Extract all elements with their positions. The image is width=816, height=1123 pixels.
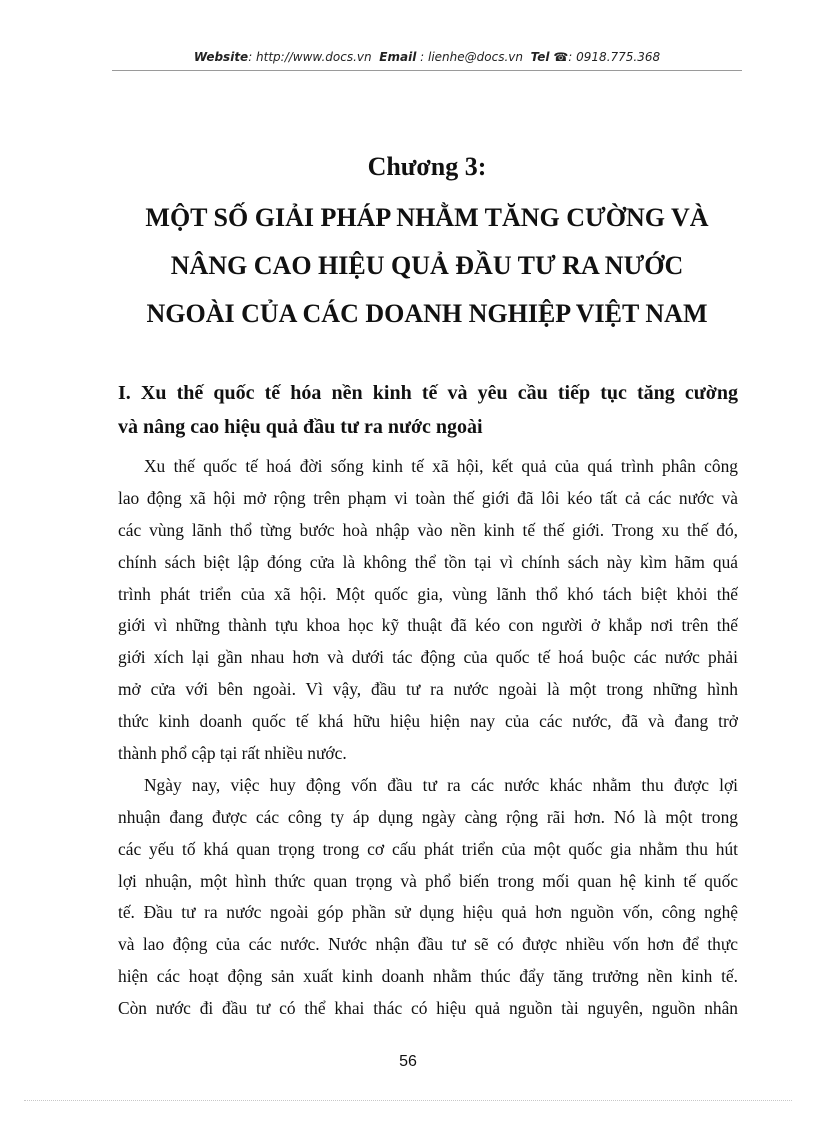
chapter-title <box>112 194 742 338</box>
paragraph-line: thức kinh doanh quốc tế khá hữu hiệu hiện nay của các nước, đã và đang trở <box>118 711 738 732</box>
footer-divider <box>24 1100 792 1101</box>
paragraph-line: thành phổ cập tại rất nhiều nước. <box>118 743 347 764</box>
paragraph-line: các yếu tố khá quan trọng trong cơ cấu phát triển của một quốc gia nhằm thu hút <box>118 838 738 859</box>
page-number: 56 <box>399 1053 417 1070</box>
section-heading-line: I. Xu thế quốc tế hóa nền kinh tế và yêu cầu tiếp tục tăng cường <box>118 382 738 404</box>
website-label: Website <box>193 50 249 64</box>
paragraph-line: lợi nhuận, một hình thức quan trọng và phổ biến trong mối quan hệ kinh tế quốc <box>118 870 738 891</box>
tel-value: : 0918.775.368 <box>568 50 661 64</box>
paragraph-line: chính sách biệt lập đóng cửa là không thể tồn tại vì chính sách này kìm hãm quá <box>118 551 738 572</box>
chapter-heading: Chương 3: <box>367 152 487 181</box>
paragraph-line: Xu thế quốc tế hoá đời sống kinh tế xã hội, kết quả của quá trình phân công <box>144 456 738 476</box>
body-text <box>118 451 738 1025</box>
section-heading <box>118 376 738 444</box>
paragraph-line: giới vì những thành tựu khoa học kỹ thuật đã kéo con người ở khắp nơi trên thế <box>118 615 738 636</box>
paragraph-line: các vùng lãnh thổ từng bước hoà nhập vào nền kinh tế thế giới. Trong xu thế đó, <box>118 519 738 540</box>
tel-label: Tel <box>530 50 550 64</box>
paragraph-line: Còn nước đi đầu tư có thể khai thác có hiệu quả nguồn tài nguyên, nguồn nhân <box>118 998 738 1019</box>
page-header <box>112 48 742 71</box>
email-value[interactable]: : lienhe@docs.vn <box>420 50 523 64</box>
phone-icon: ☎ <box>553 50 569 64</box>
paragraph-line: nhuận đang được các công ty áp dụng ngày càng rộng rãi hơn. Nó là một trong <box>118 806 738 827</box>
paragraph-line: trình phát triển của xã hội. Một quốc gia, vùng lãnh thổ khó tách biệt khỏi thế <box>118 583 738 604</box>
paragraph-line: giới xích lại gần nhau hơn và dưới tác động của quốc tế hoá buộc các nước phải <box>118 647 738 668</box>
paragraph-line: Ngày nay, việc huy động vốn đầu tư ra các nước khác nhằm thu được lợi <box>144 774 738 795</box>
paragraph-line: mở cửa với bên ngoài. Vì vậy, đầu tư ra nước ngoài là một trong những hình <box>118 679 738 700</box>
section-heading-line: và nâng cao hiệu quả đầu tư ra nước ngoài <box>118 416 483 438</box>
paragraph-line: lao động xã hội mở rộng trên phạm vi toàn thế giới đã lôi kéo tất cả các nước và <box>118 487 738 508</box>
paragraph-line: và lao động của các nước. Nước nhận đầu tư sẽ có được nhiều vốn hơn để thực <box>118 934 738 955</box>
paragraph-line: tế. Đầu tư ra nước ngoài góp phần sử dụng hiệu quả hơn nguồn vốn, công nghệ <box>118 902 738 923</box>
website-value[interactable]: : http://www.docs.vn <box>248 50 372 64</box>
paragraph-line: hiện các hoạt động sản xuất kinh doanh nhằm thúc đẩy tăng trưởng nền kinh tế. <box>118 966 738 987</box>
title-line: NÂNG CAO HIỆU QUẢ ĐẦU TƯ RA NƯỚC <box>170 251 684 280</box>
title-line: NGOÀI CỦA CÁC DOANH NGHIỆP VIỆT NAM <box>146 299 708 328</box>
title-line: MỘT SỐ GIẢI PHÁP NHẰM TĂNG CƯỜNG VÀ <box>145 203 709 232</box>
email-label: Email <box>379 50 417 64</box>
